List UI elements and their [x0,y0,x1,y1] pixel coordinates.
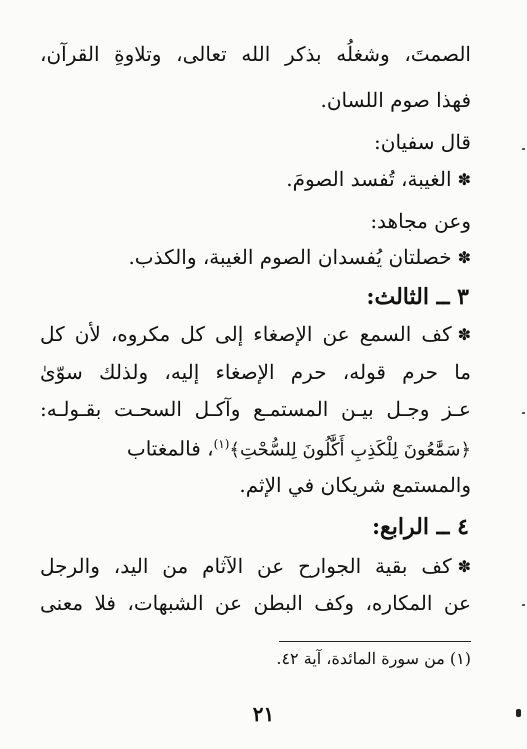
text-line-fourth-1-text: كف بقية الجوارح عن الآثام من اليد، والرجل [40,554,452,578]
text-line-fourth-1 [40,552,471,581]
section-heading-fourth: ٤ ــ الرابع: [371,514,469,540]
footnote-divider [279,641,471,642]
edge-mark [522,148,525,150]
text-line-third-1-text: كف السمع عن الإصغاء إلى كل مكروه، لأن كل [40,322,452,346]
edge-mark [522,412,525,414]
page-corner-mark [516,709,521,717]
bullet-star-icon: ✽ [457,170,471,189]
page-number: ٢١ [252,702,275,726]
quote-attribution-sufyan: قال سفيان: [374,130,471,154]
text-line-third-2: ما حرم قوله، حرم الإصغاء إليه، ولذلك سوّىٰ [40,360,471,384]
quote-attribution-mujahid: وعن مجاهد: [370,209,471,233]
quote-mujahid-text: خصلتان يُفسدان الصوم الغيبة، والكذب. [128,245,452,269]
text-line-third-3: عـز وجـل بيـن المستمـع وآكـل السحـت بقـولـه: [40,397,471,421]
quote-sufyan-text: الغيبة، تُفسد الصومَ. [286,167,452,191]
bullet-star-icon: ✽ [457,248,471,267]
text-line-1: الصمتَ، وشغلُه بذكر الله تعالى، وتلاوةِ القرآن، [40,42,471,66]
verse-line [40,430,471,465]
section-heading-third: ٣ ــ الثالث: [366,284,469,310]
bullet-star-icon: ✽ [457,325,471,344]
footnote: (١) من سورة المائدة، آية ٤٢. [276,649,471,668]
quran-verse: ﴿سَمَّٰعُونَ لِلْكَذِبِ أَكَّٰلُونَ لِلسُّحْتِ﴾ [229,439,471,461]
footnote-reference: (١) [213,437,230,451]
text-line-third-1 [40,320,471,349]
bullet-star-icon: ✽ [457,557,471,576]
edge-mark [522,604,525,606]
text-line-2: فهذا صوم اللسان. [320,88,471,112]
text-line-fourth-2: عن المكاره، وكف البطن عن الشبهات، فلا معنى [40,591,471,615]
quote-mujahid [40,243,471,272]
verse-continuation: ، فالمغتاب [126,436,214,461]
quote-sufyan [40,165,471,194]
text-line-third-5: والمستمع شريكان في الإثم. [239,473,471,497]
